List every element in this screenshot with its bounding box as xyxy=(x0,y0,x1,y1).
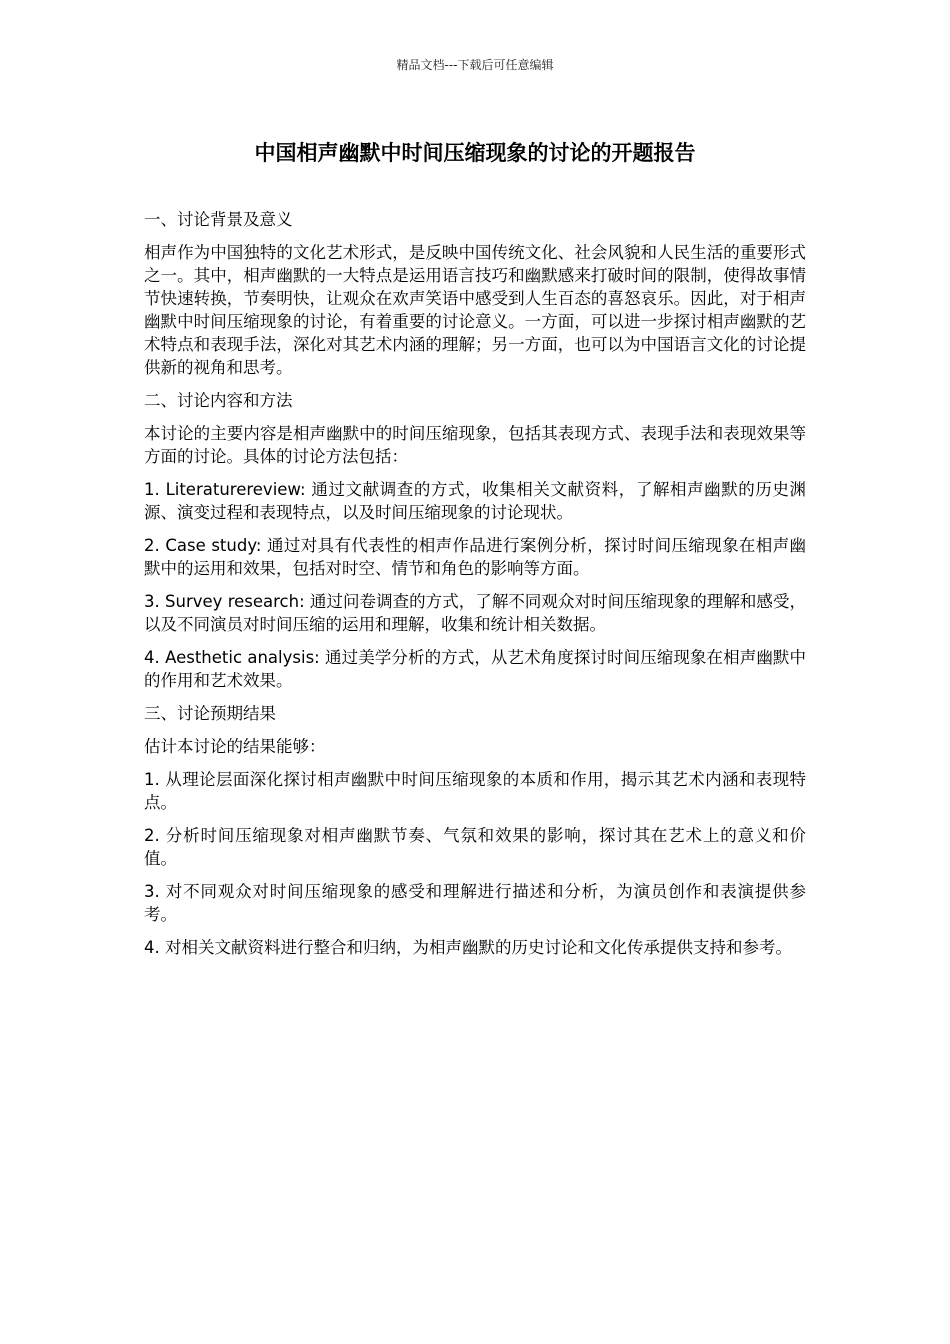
list-item: 4. 对相关文献资料进行整合和归纳，为相声幽默的历史讨论和文化传承提供支持和参考。 xyxy=(144,938,792,957)
page-header: 精品文档---下载后可任意编辑 xyxy=(396,58,554,72)
paragraph: 相声作为中国独特的文化艺术形式，是反映中国传统文化、社会风貌和人民生活的重要形式之一。其中，相声幽默的一大特点是运用语言技巧和幽默感来打破时间的限制，使得故事情节快速转换，节奏明快，让观众在欢声笑语中感受到人生百态的喜怒哀乐。因此，对于相声幽默中时间压缩现象的讨论，有着重要的讨论意义。一方面，可以进一步探讨相声幽默的艺术特点和表现手法，深化对其艺术内涵的理解；另一方面，也可以为中国语言文化的讨论提供新的视角和思考。 xyxy=(144,243,806,377)
section-heading: 三、讨论预期结果 xyxy=(144,704,276,723)
list-item: 3. 对不同观众对时间压缩现象的感受和理解进行描述和分析，为演员创作和表演提供参考。 xyxy=(144,882,806,924)
list-item: 1. Literaturereview: 通过文献调查的方式，收集相关文献资料，了解相声幽默的历史渊源、演变过程和表现特点，以及时间压缩现象的讨论现状。 xyxy=(144,480,806,522)
document-title: 中国相声幽默中时间压缩现象的讨论的开题报告 xyxy=(254,141,696,165)
section-heading: 二、讨论内容和方法 xyxy=(144,391,293,410)
list-item: 4. Aesthetic analysis: 通过美学分析的方式，从艺术角度探讨时间压缩现象在相声幽默中的作用和艺术效果。 xyxy=(144,648,806,690)
document-body xyxy=(144,208,806,969)
paragraph: 本讨论的主要内容是相声幽默中的时间压缩现象，包括其表现方式、表现手法和表现效果等方面的讨论。具体的讨论方法包括： xyxy=(144,424,806,466)
list-item: 2. Case study: 通过对具有代表性的相声作品进行案例分析，探讨时间压缩现象在相声幽默中的运用和效果，包括对时空、情节和角色的影响等方面。 xyxy=(144,536,806,578)
list-item: 3. Survey research: 通过问卷调查的方式，了解不同观众对时间压缩现象的理解和感受，以及不同演员对时间压缩的运用和理解，收集和统计相关数据。 xyxy=(144,592,806,634)
paragraph: 估计本讨论的结果能够： xyxy=(144,737,326,756)
list-item: 2. 分析时间压缩现象对相声幽默节奏、气氛和效果的影响，探讨其在艺术上的意义和价值。 xyxy=(144,826,806,868)
section-heading: 一、讨论背景及意义 xyxy=(144,210,293,229)
list-item: 1. 从理论层面深化探讨相声幽默中时间压缩现象的本质和作用，揭示其艺术内涵和表现特点。 xyxy=(144,770,806,812)
